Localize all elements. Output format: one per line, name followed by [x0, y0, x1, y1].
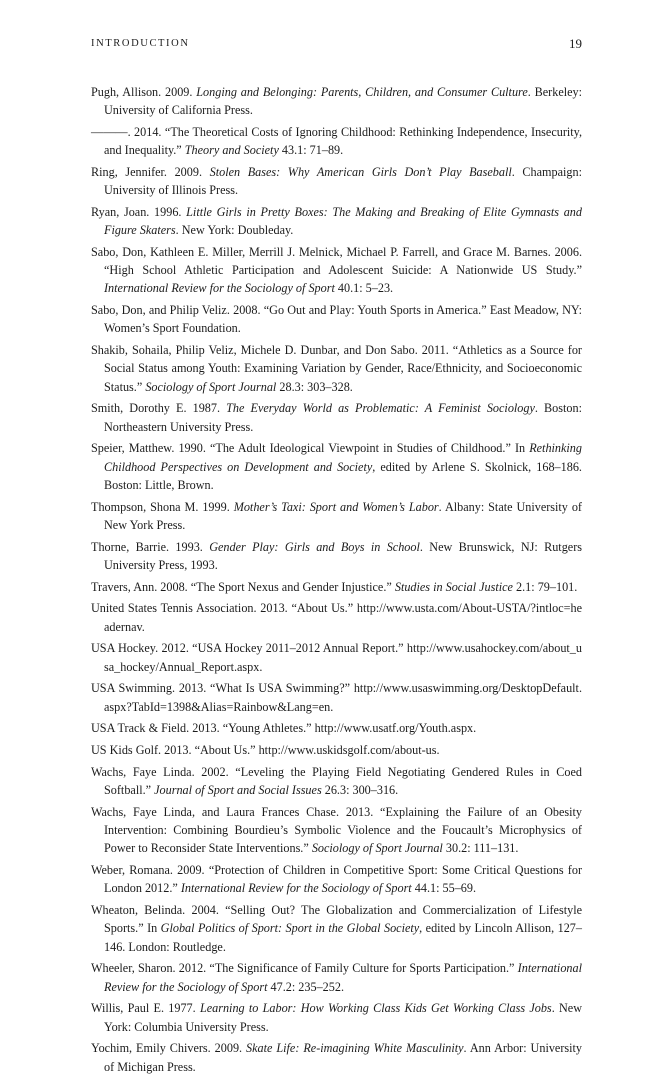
reference-entry — [91, 341, 582, 396]
reference-details: , edited by Arlene S. Skolnick, 168–186. Boston: Little, Brown. — [104, 459, 582, 492]
reference-entry — [91, 83, 582, 119]
reference-title: Global Politics of Sport: Sport in the Global Society — [160, 921, 420, 936]
reference-entry — [91, 719, 582, 737]
reference-text: USA Track & Field. 2013. “Young Athletes.” http://www.usatf.org/Youth.aspx. — [91, 721, 477, 736]
reference-details: . Albany: State University of New York Press. — [104, 499, 582, 532]
reference-entry — [91, 243, 582, 298]
reference-text: ———. 2014. “The Theoretical Costs of Ignoring Childhood: Rethinking Independence, Insecurity, and Inequality.” — [91, 125, 582, 158]
reference-title: Skate Life: Re-imagining White Masculinity — [246, 1041, 464, 1056]
reference-entry — [91, 763, 582, 799]
reference-text: Wheaton, Belinda. 2004. “Selling Out? The Globalization and Commercialization of Lifestyle Sports.” In — [91, 903, 582, 936]
reference-entry — [91, 578, 582, 596]
reference-title: International Review for the Sociology of Sport — [180, 881, 412, 896]
reference-text: Thompson, Shona M. 1999. — [91, 499, 234, 514]
reference-text: Thorne, Barrie. 1993. — [91, 539, 210, 554]
reference-entry — [91, 861, 582, 897]
reference-details: 28.3: 303–328. — [276, 379, 353, 394]
reference-list — [91, 83, 582, 1079]
reference-text: Ryan, Joan. 1996. — [91, 205, 187, 219]
reference-details: . New Brunswick, NJ: Rutgers University Press, 1993. — [104, 539, 582, 572]
reference-text: Speier, Matthew. 1990. “The Adult Ideological Viewpoint in Studies of Childhood.” In — [91, 441, 530, 456]
reference-text: Sabo, Don, Kathleen E. Miller, Merrill J. Melnick, Michael P. Farrell, and Grace M. Barnes. 2006. “High School Athletic Participation and Adolescent Suicide: A Nationwide US Study.” — [91, 245, 582, 278]
reference-text: Pugh, Allison. 2009. — [91, 85, 197, 99]
reference-title: Sociology of Sport Journal — [145, 379, 277, 394]
running-head: INTRODUCTION — [91, 38, 190, 49]
reference-entry — [91, 1039, 582, 1075]
reference-entry — [91, 803, 582, 858]
reference-entry — [91, 639, 582, 675]
reference-title: Longing and Belonging: Parents, Children, and Consumer Culture — [196, 85, 528, 99]
reference-entry — [91, 538, 582, 574]
reference-details: . Champaign: University of Illinois Press. — [104, 165, 582, 198]
reference-details: 40.1: 5–23. — [334, 281, 394, 296]
reference-text: Willis, Paul E. 1977. — [91, 1001, 200, 1016]
reference-text: USA Hockey. 2012. “USA Hockey 2011–2012 Annual Report.” http://www.usahockey.com/about_usa_hockey/Annual_Report.aspx. — [91, 641, 582, 674]
reference-text: Wachs, Faye Linda, and Laura Frances Chase. 2013. “Explaining the Failure of an Obesity Intervention: Combining Bourdieu’s Symbolic Violence and the Foucault’s Microphysics of Power to Reconsider State Interventions.” — [91, 805, 582, 856]
reference-title: International Review for the Sociology of Sport — [104, 961, 582, 994]
reference-title: Gender Play: Girls and Boys in School — [209, 539, 420, 554]
reference-text: US Kids Golf. 2013. “About Us.” http://www.uskidsgolf.com/about-us. — [91, 743, 440, 758]
reference-title: Mother’s Taxi: Sport and Women’s Labor — [233, 499, 439, 514]
reference-title: Theory and Society — [184, 143, 279, 158]
reference-entry — [91, 679, 582, 715]
reference-text: Smith, Dorothy E. 1987. — [91, 401, 227, 416]
reference-title: Studies in Social Justice — [394, 579, 513, 594]
reference-details: . Berkeley: University of California Press. — [104, 85, 582, 118]
reference-text: United States Tennis Association. 2013. “About Us.” http://www.usta.com/About-USTA/?intloc=headernav. — [91, 601, 582, 634]
reference-entry — [91, 301, 582, 337]
reference-title: Stolen Bases: Why American Girls Don’t Play Baseball — [209, 165, 512, 179]
reference-text: USA Swimming. 2013. “What Is USA Swimming?” http://www.usaswimming.org/DesktopDefault.aspx?TabId=1398&Alias=Rainbow&Lang=en. — [91, 681, 582, 714]
reference-details: 43.1: 71–89. — [278, 143, 344, 158]
reference-entry — [91, 439, 582, 494]
reference-entry — [91, 498, 582, 534]
reference-entry — [91, 741, 582, 759]
reference-title: Journal of Sport and Social Issues — [154, 783, 322, 798]
page-header — [91, 38, 582, 54]
reference-details: 26.3: 300–316. — [321, 783, 399, 798]
reference-details: , edited by Lincoln Allison, 127–146. London: Routledge. — [104, 921, 582, 954]
reference-entry — [91, 203, 582, 239]
reference-details: 2.1: 79–101. — [512, 579, 578, 594]
reference-title: Rethinking Childhood Perspectives on Development and Society — [104, 441, 582, 474]
reference-text: Shakib, Sohaila, Philip Veliz, Michele D. Dunbar, and Don Sabo. 2011. “Athletics as a Source for Social Status among Youth: Examining Variation by Gender, Race/Ethnicity, and Socioeconomic Status.” — [91, 343, 582, 394]
reference-entry — [91, 999, 582, 1035]
reference-details: 47.2: 235–252. — [267, 979, 344, 994]
reference-title: Little Girls in Pretty Boxes: The Making and Breaking of Elite Gymnasts and Figure Skaters — [104, 205, 582, 238]
reference-entry — [91, 399, 582, 435]
reference-text: Yochim, Emily Chivers. 2009. — [91, 1041, 247, 1056]
reference-entry — [91, 959, 582, 995]
reference-entry — [91, 163, 582, 199]
reference-title: International Review for the Sociology of Sport — [104, 281, 335, 296]
reference-details: . New York: Doubleday. — [175, 223, 294, 238]
reference-entry — [91, 599, 582, 635]
reference-details: . Boston: Northeastern University Press. — [104, 401, 582, 434]
page-number: 19 — [569, 36, 582, 51]
reference-text: Weber, Romana. 2009. “Protection of Children in Competitive Sport: Some Critical Questions for London 2012.” — [91, 863, 582, 896]
reference-text: Wheeler, Sharon. 2012. “The Significance of Family Culture for Sports Participation.” — [91, 961, 518, 976]
reference-text: Wachs, Faye Linda. 2002. “Leveling the Playing Field Negotiating Gendered Rules in Coed Softball.” — [91, 765, 582, 798]
reference-title: Learning to Labor: How Working Class Kids Get Working Class Jobs — [199, 1001, 552, 1016]
reference-title: Sociology of Sport Journal — [311, 841, 443, 856]
reference-title: The Everyday World as Problematic: A Feminist Sociology — [226, 401, 535, 416]
reference-details: 44.1: 55–69. — [411, 881, 477, 896]
reference-entry — [91, 901, 582, 956]
reference-details: . New York: Columbia University Press. — [104, 1001, 582, 1034]
reference-details: . Ann Arbor: University of Michigan Press. — [104, 1041, 583, 1074]
reference-text: Travers, Ann. 2008. “The Sport Nexus and Gender Injustice.” — [91, 579, 395, 594]
reference-entry — [91, 123, 582, 159]
reference-details: 30.2: 111–131. — [442, 841, 519, 856]
reference-text: Ring, Jennifer. 2009. — [91, 165, 210, 179]
reference-text: Sabo, Don, and Philip Veliz. 2008. “Go Out and Play: Youth Sports in America.” East Meadow, NY: Women’s Sport Foundation. — [91, 303, 582, 336]
